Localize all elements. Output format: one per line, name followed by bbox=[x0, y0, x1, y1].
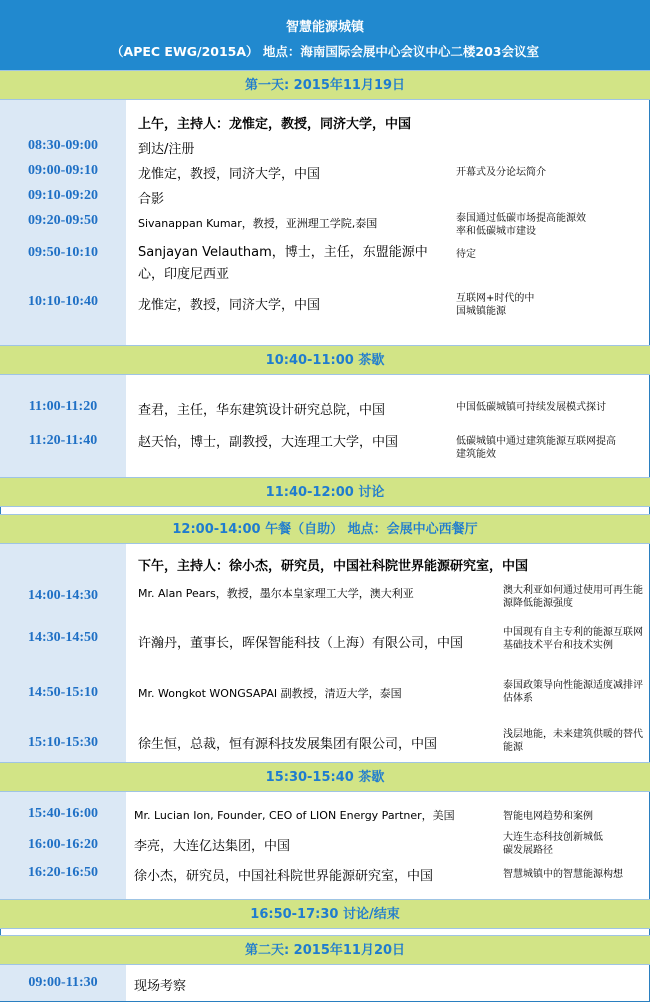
session-speaker: Sivanappan Kumar，教授，亚洲理工学院,泰国 bbox=[138, 217, 378, 230]
session-topic: 开幕式及分论坛简介 bbox=[456, 167, 546, 178]
session-speaker: 赵天怡，博士，副教授，大连理工大学，中国 bbox=[138, 435, 399, 450]
session-time: 14:50-15:10 bbox=[28, 685, 98, 700]
session-time: 09:10-09:20 bbox=[28, 188, 98, 203]
session-topic: 澳大利亚如何通过使用可再生能源降低能源强度 bbox=[503, 585, 643, 609]
session-time: 10:10-10:40 bbox=[28, 294, 98, 309]
session-speaker: Sanjayan Velautham，博士，主任，东盟能源中心，印度尼西亚 bbox=[138, 245, 428, 282]
session-topic: 浅层地能，未来建筑供暖的替代能源 bbox=[503, 729, 643, 753]
late-section bbox=[0, 792, 650, 899]
session-time: 11:20-11:40 bbox=[28, 433, 98, 448]
afternoon-section bbox=[0, 544, 650, 762]
session-time: 15:10-15:30 bbox=[28, 735, 98, 750]
session-time: 09:50-10:10 bbox=[28, 245, 98, 260]
time-column bbox=[0, 375, 126, 477]
session-topic: 待定 bbox=[456, 249, 476, 260]
session-speaker: Mr. Lucian Ion, Founder, CEO of LION Energy Partner，美国 bbox=[134, 809, 455, 822]
session-topic: 智慧城镇中的智慧能源构想 bbox=[503, 869, 623, 880]
session-time: 16:20-16:50 bbox=[28, 865, 98, 880]
midmorning-section bbox=[0, 375, 650, 477]
tea-break-banner: 10:40-11:00 茶歇 bbox=[0, 345, 650, 375]
forum-title: 智慧能源城镇 bbox=[285, 20, 364, 35]
day1-banner: 第一天: 2015年11月19日 bbox=[0, 70, 650, 100]
day2-section bbox=[0, 965, 650, 1001]
session-topic: 智能电网趋势和案例 bbox=[503, 811, 593, 822]
discussion-banner: 11:40-12:00 讨论 bbox=[0, 477, 650, 507]
day2-banner: 第二天: 2015年11月20日 bbox=[0, 935, 650, 965]
session-speaker: 龙惟定，教授，同济大学，中国 bbox=[138, 298, 321, 313]
session-time: 16:00-16:20 bbox=[28, 837, 98, 852]
morning-host: 上午，主持人：龙惟定，教授，同济大学，中国 bbox=[138, 117, 412, 132]
session-speaker: 徐小杰，研究员，中国社科院世界能源研究室，中国 bbox=[134, 869, 434, 884]
session-time: 11:00-11:20 bbox=[28, 399, 98, 414]
session-time: 15:40-16:00 bbox=[28, 806, 98, 821]
session-time: 09:20-09:50 bbox=[28, 213, 98, 228]
session-time: 09:00-11:30 bbox=[28, 975, 98, 990]
session-speaker: 到达/注册 bbox=[138, 142, 195, 157]
afternoon-host: 下午，主持人：徐小杰，研究员，中国社科院世界能源研究室，中国 bbox=[138, 559, 529, 574]
time-column bbox=[0, 544, 126, 762]
session-topic: 低碳城镇中通过建筑能源互联网提高建筑能效 bbox=[456, 436, 616, 460]
session-topic: 中国现有自主专利的能源互联网基础技术平台和技术实例 bbox=[503, 627, 643, 651]
session-speaker: Mr. Alan Pears，教授，墨尔本皇家理工大学，澳大利亚 bbox=[138, 587, 414, 600]
session-topic: 互联网+时代的中国城镇能源 bbox=[456, 293, 535, 317]
session-speaker: 李亮，大连亿达集团，中国 bbox=[134, 839, 291, 854]
session-activity: 现场考察 bbox=[134, 979, 187, 994]
session-speaker: 徐生恒，总裁，恒有源科技发展集团有限公司，中国 bbox=[138, 737, 438, 752]
session-time: 09:00-09:10 bbox=[28, 163, 98, 178]
session-time: 14:30-14:50 bbox=[28, 630, 98, 645]
session-topic: 泰国通过低碳市场提高能源效率和低碳城市建设 bbox=[456, 213, 586, 237]
session-topic: 大连生态科技创新城低碳发展路径 bbox=[503, 832, 603, 856]
session-time: 14:00-14:30 bbox=[28, 588, 98, 603]
session-speaker: 龙惟定，教授，同济大学，中国 bbox=[138, 167, 321, 182]
session-topic: 中国低碳城镇可持续发展模式探讨 bbox=[456, 402, 606, 413]
schedule-header bbox=[0, 0, 650, 70]
forum-subtitle: （APEC EWG/2015A） 地点：海南国际会展中心会议中心二楼203会议室 bbox=[111, 44, 539, 59]
session-time: 08:30-09:00 bbox=[28, 138, 98, 153]
session-speaker: 合影 bbox=[138, 192, 165, 207]
session-topic: 泰国政策导向性能源适度减排评估体系 bbox=[503, 680, 643, 704]
morning-section bbox=[0, 100, 650, 345]
closing-banner: 16:50-17:30 讨论/结束 bbox=[0, 899, 650, 929]
tea-break-banner: 15:30-15:40 茶歇 bbox=[0, 762, 650, 792]
session-speaker: Mr. Wongkot WONGSAPAI 副教授，清迈大学，泰国 bbox=[138, 687, 402, 700]
lunch-banner: 12:00-14:00 午餐（自助） 地点：会展中心西餐厅 bbox=[0, 514, 650, 544]
session-speaker: 许瀚丹，董事长，晖保智能科技（上海）有限公司，中国 bbox=[138, 636, 464, 651]
session-speaker: 查君，主任，华东建筑设计研究总院，中国 bbox=[138, 403, 386, 418]
